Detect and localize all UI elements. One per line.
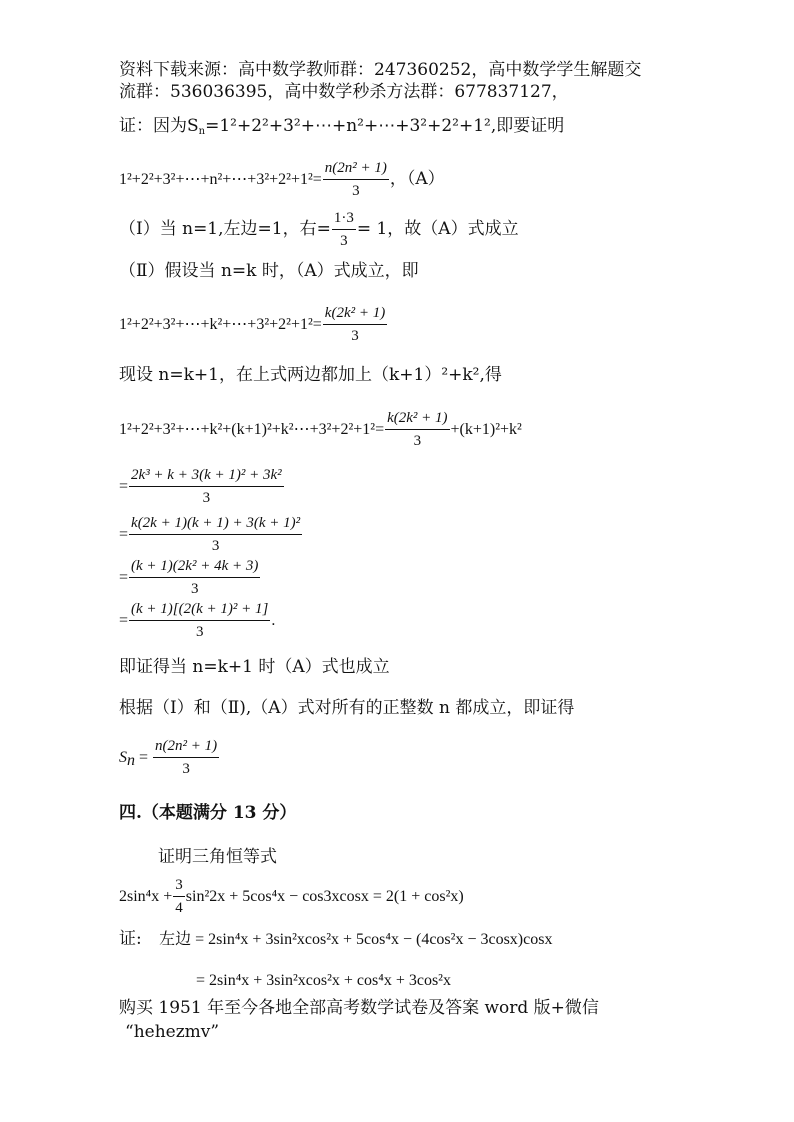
- equation-a-lhs: 1²+2²+3²+⋯+n²+⋯+3²+2²+1²=: [119, 171, 322, 188]
- header-line-1: 资料下载来源：高中数学教师群：247360252，高中数学学生解题交: [119, 60, 642, 80]
- equation-k-lhs: 1²+2²+3²+⋯+k²+⋯+3²+2²+1²=: [119, 316, 322, 333]
- equation-k-fraction: [323, 305, 387, 344]
- equation-a-numerator: n(2n² + 1): [323, 160, 389, 180]
- final-denominator: 3: [182, 760, 190, 777]
- equals-sign: =: [119, 612, 129, 629]
- equation-three-denominator: 3: [413, 432, 422, 449]
- equation-three-lhs: 1²+2²+3²+⋯+k²+(k+1)²+k²⋯+3²+2²+1²=: [119, 421, 385, 438]
- chain-fraction-4: [129, 601, 270, 640]
- trig-proof-expr-2: = 2sin⁴x + 3sin²xcos²x + cos⁴x + 3cos²x: [196, 972, 451, 989]
- section-four-heading: 四.（本题满分 13 分）: [119, 803, 297, 823]
- chain-fraction-2: [129, 515, 302, 554]
- equals-sign: =: [119, 478, 129, 495]
- equation-three-numerator: k(2k² + 1): [385, 410, 449, 430]
- chain-tail-4: .: [271, 612, 276, 629]
- trig-proof-label: 证:: [119, 929, 142, 949]
- equation-a: [119, 160, 445, 199]
- chain-fraction-1: [129, 467, 284, 506]
- identity-denominator: 4: [175, 899, 183, 916]
- step-one-end: = 1，故（A）式成立: [356, 219, 519, 239]
- chain-denominator-2: 3: [211, 537, 220, 554]
- step-one: [119, 210, 519, 249]
- proof-intro-text: 证：因为S: [119, 116, 199, 136]
- equals-sign: =: [119, 526, 129, 543]
- step-one-denominator: 3: [340, 232, 348, 249]
- final-formula: [119, 738, 220, 777]
- step-one-text: （Ⅰ）当 n=1,左边=1，右=: [119, 219, 331, 239]
- chain-step-1: [119, 467, 285, 506]
- identity-fraction: [173, 877, 185, 916]
- add-step-text: 现设 n=k+1，在上式两边都加上（k+1）²+k²,得: [119, 365, 502, 385]
- step-two: （Ⅱ）假设当 n=k 时，（A）式成立，即: [119, 261, 419, 281]
- trig-proof-line-1: [119, 931, 552, 948]
- footer-line-1: 购买 1951 年至今各地全部高考数学试卷及答案 word 版+微信: [119, 998, 599, 1018]
- equation-three: [119, 410, 522, 449]
- chain-numerator-4: (k + 1)[(2(k + 1)² + 1]: [129, 601, 270, 621]
- proof-intro: [119, 118, 564, 135]
- trig-identity: [119, 877, 464, 916]
- section-four-task: 证明三角恒等式: [158, 847, 277, 867]
- equation-k-numerator: k(2k² + 1): [323, 305, 387, 325]
- footer-line-2: “hehezmv”: [125, 1022, 220, 1042]
- chain-step-4: [119, 601, 275, 640]
- step-one-numerator: 1·3: [332, 210, 356, 230]
- proof-intro-expr: =1²+2²+3²+⋯+n²+⋯+3²+2²+1²,即要证明: [205, 116, 565, 136]
- chain-step-3: [119, 558, 261, 597]
- equation-k-denominator: 3: [351, 327, 359, 344]
- final-fraction: [153, 738, 219, 777]
- chain-denominator-4: 3: [195, 623, 204, 640]
- identity-post: sin²2x + 5cos⁴x − cos3xcosx = 2(1 + cos²x): [185, 888, 464, 905]
- proof-intro-sub: n: [198, 126, 206, 137]
- chain-fraction-3: [129, 558, 260, 597]
- conclusion-one: 即证得当 n=k+1 时（A）式也成立: [119, 657, 390, 677]
- equation-three-rhs: +(k+1)²+k²: [450, 421, 522, 438]
- equals-sign: =: [135, 749, 153, 766]
- equation-three-fraction: [385, 410, 449, 449]
- header-line-2: 流群：536036395，高中数学秒杀方法群：677837127，: [119, 82, 569, 102]
- final-sub: n: [127, 752, 135, 769]
- final-numerator: n(2n² + 1): [153, 738, 219, 758]
- chain-numerator-2: k(2k + 1)(k + 1) + 3(k + 1)²: [129, 515, 302, 535]
- equation-a-tag: ，（A）: [389, 169, 445, 189]
- trig-proof-expr-1: 左边 = 2sin⁴x + 3sin²xcos²x + 5cos⁴x − (4cos²x − 3cosx)cosx: [159, 931, 553, 948]
- chain-step-2: [119, 515, 303, 554]
- chain-denominator-1: 3: [202, 489, 211, 506]
- equals-sign: =: [119, 569, 129, 586]
- conclusion-two: 根据（Ⅰ）和（Ⅱ),（A）式对所有的正整数 n 都成立，即证得: [119, 698, 575, 718]
- step-one-fraction: [332, 210, 356, 249]
- chain-numerator-3: (k + 1)(2k² + 4k + 3): [129, 558, 260, 578]
- identity-numerator: 3: [173, 877, 185, 897]
- equation-a-fraction: [323, 160, 389, 199]
- chain-numerator-1: 2k³ + k + 3(k + 1)² + 3k²: [129, 467, 284, 487]
- final-lhs: S: [119, 749, 127, 766]
- equation-k: [119, 305, 388, 344]
- trig-proof-line-2: [196, 972, 451, 989]
- identity-pre: 2sin⁴x +: [119, 888, 173, 905]
- equation-a-denominator: 3: [352, 182, 360, 199]
- chain-denominator-3: 3: [190, 580, 199, 597]
